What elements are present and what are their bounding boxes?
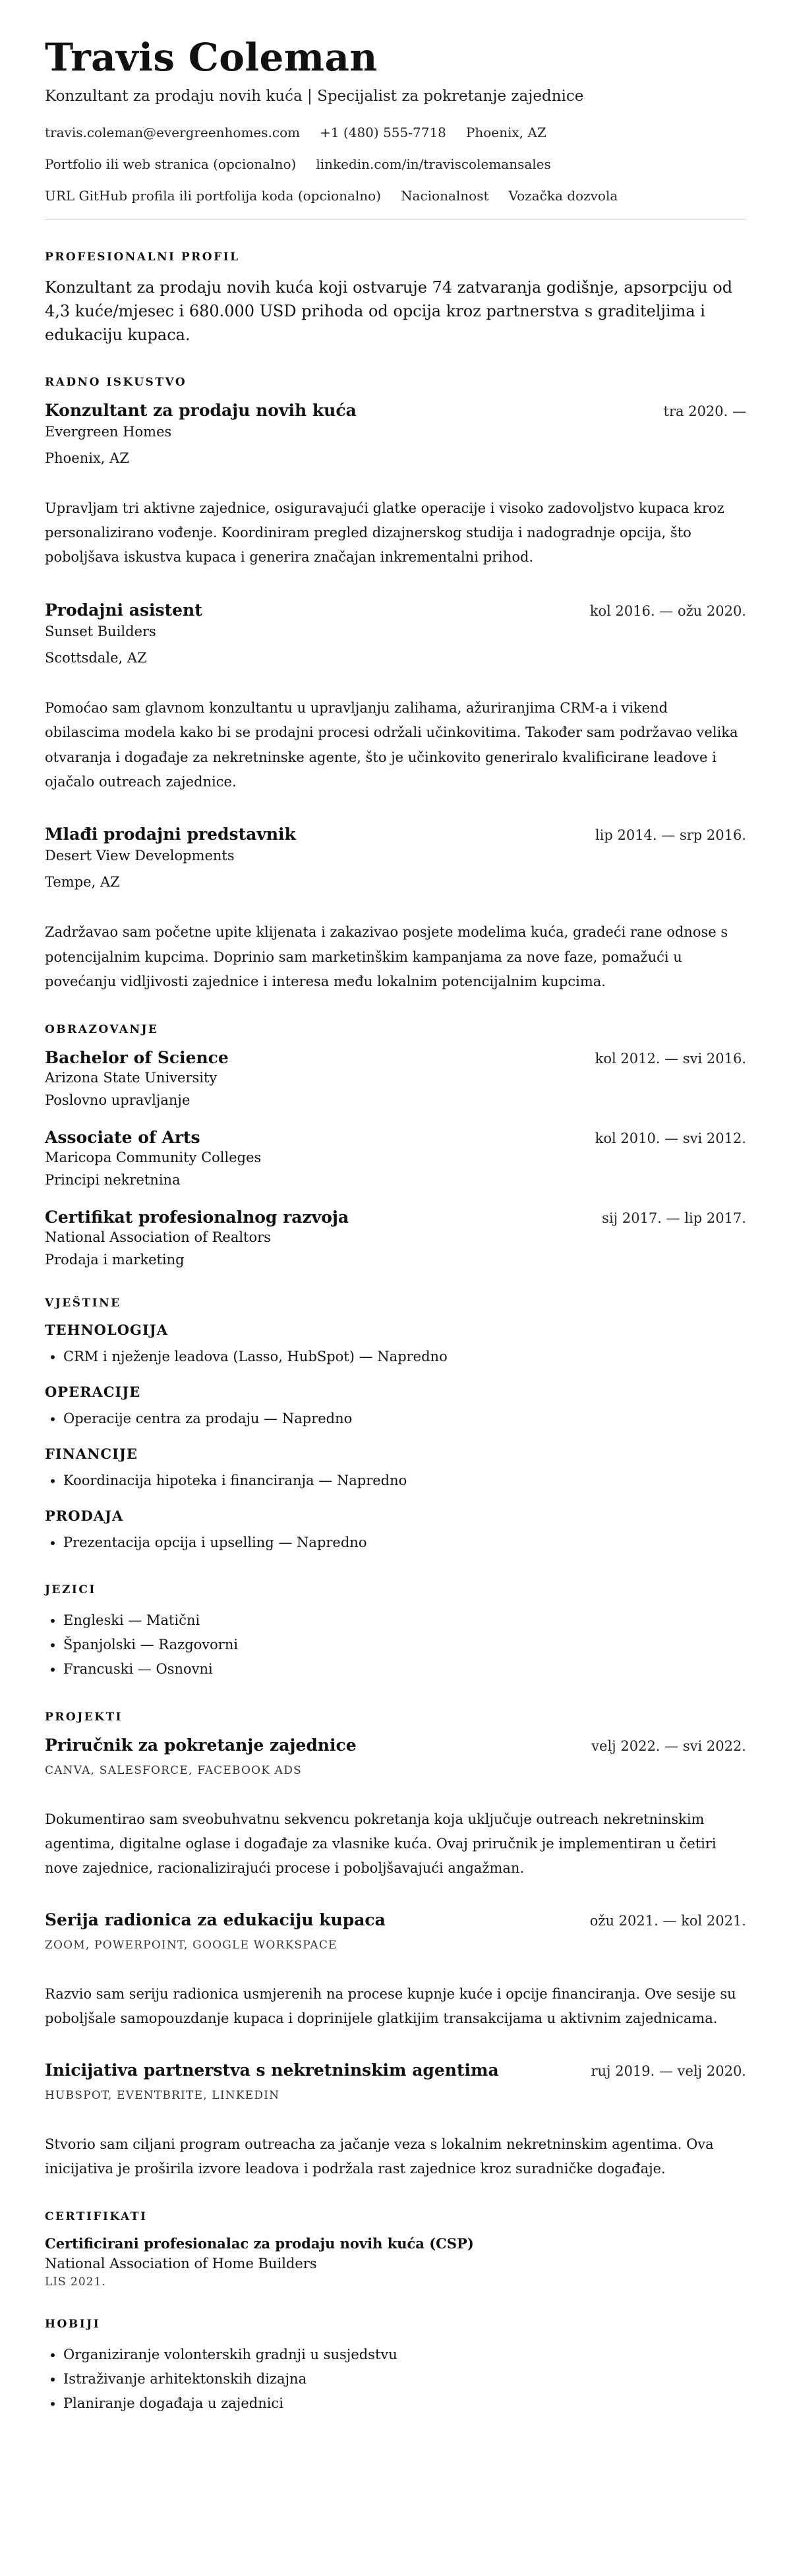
section-title-skills: VJEŠTINE [45,1297,121,1310]
project-description: Stvorio sam ciljani program outreacha za jačanje veza s lokalnim nekretninskim agentima. Ova inicijativa je proširila izvore leadova i podržala rast zajednice kroz suradničke događaje. [45,2136,714,2177]
education-header [45,1048,746,1067]
project-dates: velj 2022. — svi 2022. [591,1738,746,1754]
education-header [45,1128,746,1147]
skill-item: • CRM i nježenje leadova (Lasso, HubSpot) — Napredno [63,1345,746,1369]
project-entry [45,1910,746,2032]
project-entry [45,2061,746,2182]
experience-section [45,376,746,995]
education-entry [45,1048,746,1108]
job-location: Scottsdale, AZ [45,649,147,666]
education-dates: sij 2017. — lip 2017. [602,1210,746,1227]
contact-phone[interactable]: +1 (480) 555-7718 [320,124,446,140]
hobby-item: • Planiranje događaja u zajednici [63,2391,746,2416]
job-entry [45,825,746,994]
job-location: Phoenix, AZ [45,450,129,466]
contact-drivers-license: Vozačka dozvola [508,187,618,204]
section-title-education: OBRAZOVANJE [45,1023,159,1037]
education-field: Principi nekretnina [45,1172,181,1188]
language-item: • Engleski — Matični [63,1608,746,1633]
skill-list [45,1345,746,1369]
candidate-headline: Konzultant za prodaju novih kuća | Specijalist za pokretanje zajednice [45,87,584,105]
education-dates: kol 2010. — svi 2012. [595,1130,746,1147]
education-school: Maricopa Community Colleges [45,1150,262,1166]
skill-category-title: PRODAJA [45,1507,124,1524]
job-role: Prodajni asistent [45,600,202,620]
job-company: Sunset Builders [45,623,156,639]
job-role: Mlađi prodajni predstavnik [45,825,296,844]
project-name: Inicijativa partnerstva s nekretninskim agentima [45,2060,499,2080]
profile-section [45,250,746,347]
project-header [45,1910,746,1929]
section-title-projects: PROJEKTI [45,1710,123,1724]
skill-item: • Prezentacija opcija i upselling — Napredno [63,1531,746,1555]
contact-location: Phoenix, AZ [465,124,546,140]
project-entry [45,1736,746,1881]
job-location: Tempe, AZ [45,874,120,891]
education-entry [45,1208,746,1268]
education-degree: Associate of Arts [45,1128,200,1148]
job-description: Pomoćao sam glavnom konzultantu u upravljanju zalihama, ažuriranjima CRM-a i vikend obilascima modela kako bi se prodajni procesi održali učinkovitima. Također sam podržavao velika otvaranja i događaje za nekretninske agente, što je učinkovito generiralo kvalificirane leadove i ojačalo outreach zajednice. [45,699,738,790]
contact-linkedin[interactable]: linkedin.com/in/traviscolemansales [316,156,551,172]
contact-github[interactable]: URL GitHub profila ili portfolija koda (opcionalno) [45,187,382,204]
project-tech: ZOOM, POWERPOINT, GOOGLE WORKSPACE [45,1938,337,1952]
certificate-entry [45,2235,746,2289]
job-description: Upravljam tri aktivne zajednice, osiguravajući glatke operacije i visoko zadovoljstvo kupaca kroz personalizirano vođenje. Koordiniram pregled dizajnerskog studija i nadogradnje opcija, što poboljšava iskustva kupaca i generira značajan inkrementalni prihod. [45,500,724,566]
job-header [45,825,746,844]
projects-section [45,1711,746,2182]
skill-item: • Operacije centra za prodaju — Napredno [63,1407,746,1431]
candidate-name: Travis Coleman [45,35,378,80]
contact-row-primary [45,125,746,140]
skill-list [45,1531,746,1555]
job-company: Evergreen Homes [45,423,172,440]
resume-header [45,37,746,204]
job-header [45,401,746,420]
language-item: • Španjolski — Razgovorni [63,1633,746,1657]
job-company: Desert View Developments [45,848,235,864]
skill-list [45,1469,746,1493]
job-dates: tra 2020. — [663,403,746,419]
project-name: Serija radionica za edukaciju kupaca [45,1910,386,1929]
project-tech: CANVA, SALESFORCE, FACEBOOK ADS [45,1763,302,1777]
contact-portfolio[interactable]: Portfolio ili web stranica (opcionalno) [45,156,297,172]
job-description: Zadržavao sam početne upite klijenata i zakazivao posjete modelima kuća, gradeći rane odnose s potencijalnim kupcima. Doprinio sam marketinškim kampanjama za nove faze, pomažući u povećanju vidljivosti zajednice i interesa među lokalnim potencijalnim kupcima. [45,924,728,989]
section-title-experience: RADNO ISKUSTVO [45,375,187,389]
contact-row-extra [45,188,746,204]
education-entry [45,1128,746,1188]
job-entry [45,401,746,570]
education-degree: Bachelor of Science [45,1048,229,1068]
contact-nationality: Nacionalnost [401,187,489,204]
certificate-issuer: National Association of Home Builders [45,2256,317,2272]
certificate-date: LIS 2021. [45,2275,106,2289]
education-section [45,1023,746,1268]
project-header [45,2061,746,2080]
language-list [45,1608,746,1681]
skill-category-title: OPERACIJE [45,1384,141,1401]
job-role: Konzultant za prodaju novih kuća [45,400,357,420]
section-title-certificates: CERTIFIKATI [45,2210,148,2224]
education-school: Arizona State University [45,1070,218,1086]
hobbies-section [45,2318,746,2415]
hobby-item: • Organiziranje volonterskih gradnji u susjedstvu [63,2343,746,2367]
skill-item: • Koordinacija hipoteka i financiranja — Napredno [63,1469,746,1493]
hobby-item: • Istraživanje arhitektonskih dizajna [63,2367,746,2391]
project-dates: ruj 2019. — velj 2020. [591,2063,746,2079]
languages-section [45,1583,746,1681]
job-header [45,600,746,620]
skill-list [45,1407,746,1431]
project-header [45,1736,746,1755]
project-dates: ožu 2021. — kol 2021. [589,1912,746,1929]
section-title-profile: PROFESIONALNI PROFIL [45,250,240,264]
education-header [45,1208,746,1227]
section-title-languages: JEZICI [45,1583,96,1597]
section-title-hobbies: HOBIJI [45,2318,101,2331]
contact-row-links [45,156,746,172]
education-degree: Certifikat profesionalnog razvoja [45,1208,349,1227]
project-description: Razvio sam seriju radionica usmjerenih na procese kupnje kuće i opcije financiranja. Ove sesije su poboljšale samopouzdanje kupaca i doprinijele glatkijim transakcijama u aktivnim zajednicama. [45,1985,736,2027]
skill-category-title: FINANCIJE [45,1445,138,1462]
language-item: • Francuski — Osnovni [63,1657,746,1682]
skill-category-title: TEHNOLOGIJA [45,1322,169,1339]
job-dates: kol 2016. — ožu 2020. [589,602,746,619]
education-field: Poslovno upravljanje [45,1092,190,1109]
project-tech: HUBSPOT, EVENTBRITE, LINKEDIN [45,2088,280,2102]
certificates-section [45,2210,746,2289]
job-entry [45,600,746,795]
education-school: National Association of Realtors [45,1229,271,1246]
skills-section [45,1297,746,1554]
contact-email[interactable]: travis.coleman@evergreenhomes.com [45,124,301,140]
hobby-list [45,2343,746,2415]
job-dates: lip 2014. — srp 2016. [595,827,746,844]
project-description: Dokumentirao sam sveobuhvatnu sekvencu pokretanja koja uključuje outreach nekretninskim agentima, digitalne oglase i događaje za vlasnike kuća. Ovaj priručnik je implementiran u četiri nove zajednice, racionalizirajući procese i poboljšavajući angažman. [45,1811,717,1877]
profile-summary: Konzultant za prodaju novih kuća koji ostvaruje 74 zatvaranja godišnje, apsorpciju od 4,3 kuće/mjesec i 680.000 USD prihoda od opcija kroz partnerstva s graditeljima i edukaciju kupaca. [45,278,733,344]
education-field: Prodaja i marketing [45,1252,185,1268]
project-name: Priručnik za pokretanje zajednice [45,1735,357,1755]
certificate-name: Certificirani profesionalac za prodaju novih kuća (CSP) [45,2235,474,2252]
education-dates: kol 2012. — svi 2016. [595,1051,746,1067]
